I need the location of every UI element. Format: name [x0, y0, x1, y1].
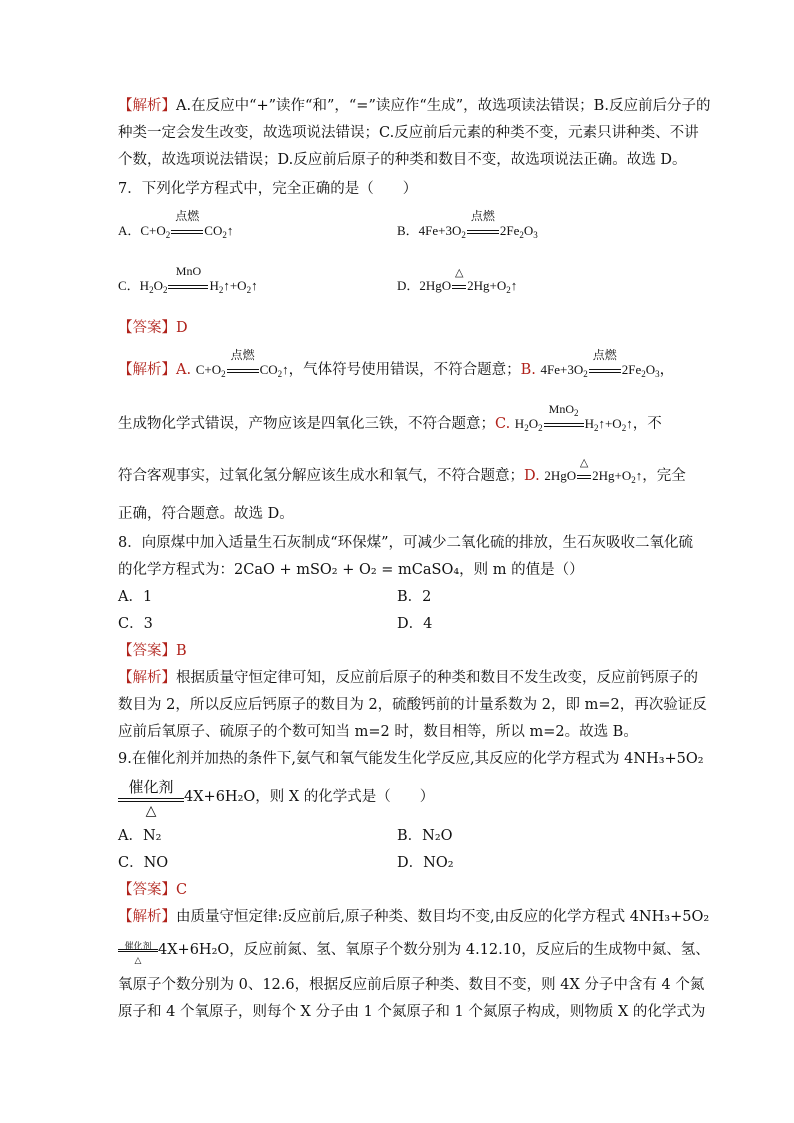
q9-option-d: D．NO₂ — [397, 855, 454, 871]
q9-option-a: A．N₂ — [118, 828, 162, 844]
q7-option-d: D．2HgO △ $2Hg+O_2↑$ — [397, 267, 518, 295]
q8-stem-line-2: 的化学方程式为：2CaO + mSO₂ + O₂ = mCaSO₄，则 m 的值是（） — [118, 562, 584, 578]
q6-analysis-line-2: 种类一定会发生改变，故选项说法错误；C.反应前后元素的种类不变，元素只讲种类、不讲 — [118, 125, 699, 141]
q8-analysis-line-2: 数目为 2，所以反应后钙原子的数目为 2，硫酸钙前的计量系数为 2，即 m=2，再次验证反 — [118, 697, 707, 713]
catalyst-condition-arrow-small: 催化剂 △ — [118, 937, 158, 963]
reaction-condition: 点燃 — [171, 221, 203, 241]
q9-analysis-line-1: 【解析】由质量守恒定律:反应前后,原子种类、数目均不变,由反应的化学方程式 4NH₃+5O₂ — [118, 909, 710, 925]
analysis-tag: 【解析】 — [118, 98, 176, 114]
q7-option-c: C．$H_2O_2$ MnO $H_2↑+O_2↑$ — [118, 264, 258, 295]
q8-analysis-line-1: 【解析】根据质量守恒定律可知，反应前后原子的种类和数目不发生改变，反应前钙原子的 — [118, 670, 698, 686]
q7-analysis-line-3: 符合客观事实，过氧化氢分解应该生成水和氧气，不符合题意；D. 2HgO △ $2Hg+O_2↑$，完全 — [118, 457, 686, 485]
q7-stem: 7．下列化学方程式中，完全正确的是（ ） — [118, 181, 418, 197]
q9-analysis-line-3: 氧原子个数分别为 0、12.6，根据反应前后原子种类、数目不变，则 4X 分子中含有 4 个氮 — [118, 977, 705, 993]
q8-answer: 【答案】B — [118, 643, 187, 659]
q9-option-b: B．N₂O — [397, 828, 453, 844]
reaction-condition: MnO — [168, 276, 208, 296]
catalyst-condition-arrow: 催化剂 △ — [118, 777, 184, 817]
q8-analysis-line-3: 应前后氧原子、硫原子的个数可知当 m=2 时，数目相等，所以 m=2。故选 B。 — [118, 724, 638, 740]
q7-analysis-line-4: 正确，符合题意。故选 D。 — [118, 506, 294, 522]
q8-option-b: B．2 — [397, 589, 432, 605]
q9-analysis-line-4: 原子和 4 个氧原子，则每个 X 分子由 1 个氮原子和 1 个氮原子构成，则物质 X 的化学式为 — [118, 1004, 706, 1020]
q6-analysis-line-1: 【解析】A.在反应中“+”读作“和”，“=”读应作“生成”，故选项读法错误；B.反应前后分子的 — [118, 98, 711, 114]
q8-stem-line-1: 8．向原煤中加入适量生石灰制成“环保煤”，可减少二氧化硫的排放，生石灰吸收二氧化硫 — [118, 535, 694, 551]
q7-analysis-line-1: 【解析】A. $C+O_2$ 点燃 $CO_2↑$，气体符号使用错误，不符合题意；B. $4Fe+3O_2$ 点燃 $2Fe_2O_3$， — [118, 348, 675, 379]
reaction-condition: 点燃 — [467, 221, 499, 241]
q9-option-c: C．NO — [118, 855, 169, 871]
q6-analysis-line-3: 个数，故选项说法错误；D.反应前后原子的种类和数目不变，故选项说法正确。故选 D。 — [118, 152, 687, 168]
q7-answer: 【答案】D — [118, 320, 188, 336]
q9-analysis-line-2: 催化剂 △ 4X+6H₂O，反应前氮、氢、氧原子个数分别为 4.12.10，反应后的生成物中氮、氢、 — [118, 937, 710, 967]
q8-option-c: C．3 — [118, 616, 153, 632]
q7-option-a: A．$C+O_2$ 点燃 $CO_2↑$ — [118, 209, 234, 240]
q9-stem-line-1: 9.在催化剂并加热的条件下,氨气和氧气能发生化学反应,其反应的化学方程式为 4NH₃+5O₂ — [118, 751, 704, 767]
q7-analysis-line-2: 生成物化学式错误，产物应该是四氧化三铁，不符合题意；C. $H_2O_2$ MnO$_2$ $H_2↑+O_2↑$，不 — [118, 402, 662, 433]
q9-answer: 【答案】C — [118, 882, 188, 898]
q8-option-d: D．4 — [397, 616, 433, 632]
reaction-condition: △ — [452, 276, 466, 296]
q9-stem-line-2: 催化剂 △ 4X+6H₂O，则 X 的化学式是（ ） — [118, 777, 434, 817]
q8-option-a: A．1 — [118, 589, 153, 605]
q7-option-b: B．$4Fe+3O_2$ 点燃 $2Fe_2O_3$ — [397, 209, 538, 240]
